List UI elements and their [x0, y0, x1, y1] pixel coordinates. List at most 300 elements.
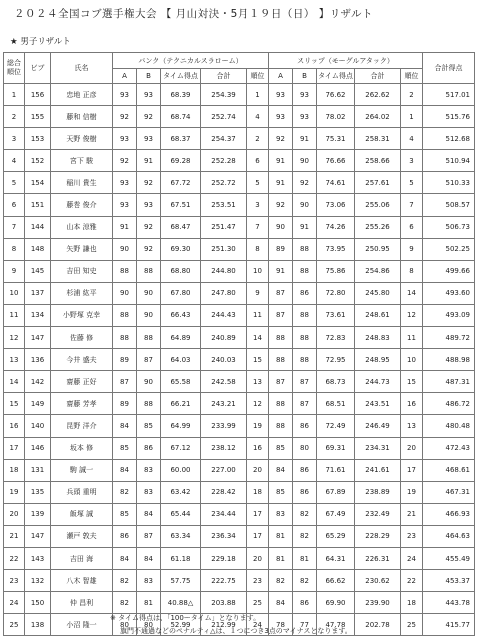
cell-slip-a: 87 [269, 371, 293, 393]
cell-grand-total: 415.77 [423, 614, 475, 636]
cell-bank-rank: 20 [247, 547, 269, 569]
table-row [4, 570, 475, 592]
cell-slip-rank: 11 [401, 327, 423, 349]
cell-slip-b: 88 [293, 238, 317, 260]
table-row [4, 150, 475, 172]
cell-name: 小野塚 克幸 [51, 304, 113, 326]
cell-slip-b: 90 [293, 150, 317, 172]
cell-overall-rank: 6 [4, 194, 25, 216]
cell-bib: 137 [25, 282, 51, 304]
cell-bank-a: 85 [113, 437, 137, 459]
cell-bank-rank: 2 [247, 128, 269, 150]
cell-slip-a: 78 [269, 614, 293, 636]
cell-slip-total: 238.89 [355, 481, 401, 503]
table-row [4, 525, 475, 547]
cell-name: 兵頭 重明 [51, 481, 113, 503]
header-slip-group: スリップ（モーグルアタック） [269, 53, 423, 69]
cell-grand-total: 486.72 [423, 393, 475, 415]
cell-overall-rank: 10 [4, 282, 25, 304]
table-row [4, 304, 475, 326]
cell-overall-rank: 3 [4, 128, 25, 150]
cell-slip-total: 258.66 [355, 150, 401, 172]
cell-name: 佐藤 修 [51, 327, 113, 349]
cell-slip-a: 91 [269, 172, 293, 194]
cell-slip-rank: 2 [401, 84, 423, 106]
cell-slip-rank: 13 [401, 415, 423, 437]
cell-bank-b: 84 [137, 503, 161, 525]
cell-bank-time: 68.80 [161, 260, 201, 282]
cell-slip-rank: 20 [401, 437, 423, 459]
cell-bib: 138 [25, 614, 51, 636]
cell-slip-b: 82 [293, 570, 317, 592]
cell-bank-total: 243.21 [201, 393, 247, 415]
cell-slip-rank: 25 [401, 614, 423, 636]
table-row [4, 106, 475, 128]
cell-bank-total: 233.99 [201, 415, 247, 437]
cell-slip-time: 47.78 [317, 614, 355, 636]
cell-name: 稲川 貴生 [51, 172, 113, 194]
cell-bank-rank: 18 [247, 481, 269, 503]
cell-bib: 132 [25, 570, 51, 592]
cell-name: 齋藤 正好 [51, 371, 113, 393]
cell-bib: 147 [25, 525, 51, 547]
cell-bank-total: 252.72 [201, 172, 247, 194]
cell-bank-b: 92 [137, 172, 161, 194]
cell-bib: 135 [25, 481, 51, 503]
cell-grand-total: 499.66 [423, 260, 475, 282]
cell-overall-rank: 21 [4, 525, 25, 547]
cell-bank-time: 67.80 [161, 282, 201, 304]
cell-name: 藤和 信樹 [51, 106, 113, 128]
cell-bib: 150 [25, 592, 51, 614]
cell-bank-total: 227.00 [201, 459, 247, 481]
cell-slip-time: 73.06 [317, 194, 355, 216]
table-row [4, 415, 475, 437]
cell-bank-a: 93 [113, 194, 137, 216]
cell-bank-b: 83 [137, 570, 161, 592]
cell-overall-rank: 22 [4, 547, 25, 569]
cell-slip-a: 88 [269, 349, 293, 371]
cell-name: 山本 涼雅 [51, 216, 113, 238]
cell-slip-time: 69.90 [317, 592, 355, 614]
cell-bank-time: 63.34 [161, 525, 201, 547]
cell-bank-b: 90 [137, 304, 161, 326]
cell-slip-b: 81 [293, 547, 317, 569]
cell-bank-rank: 12 [247, 393, 269, 415]
cell-slip-a: 88 [269, 327, 293, 349]
cell-bank-total: 240.03 [201, 349, 247, 371]
cell-overall-rank: 9 [4, 260, 25, 282]
table-row [4, 327, 475, 349]
cell-bank-b: 83 [137, 459, 161, 481]
footnote-penalty: 旗門不通過などのペナルティ△は、１つにつき3点のマイナスとなります。 [120, 627, 352, 635]
cell-bank-a: 90 [113, 238, 137, 260]
cell-overall-rank: 2 [4, 106, 25, 128]
cell-bank-total: 247.80 [201, 282, 247, 304]
cell-bank-total: 238.12 [201, 437, 247, 459]
cell-slip-total: 230.62 [355, 570, 401, 592]
header-bank-a: A [113, 69, 137, 84]
cell-bank-total: 244.80 [201, 260, 247, 282]
section-title: ★ 男子リザルト [10, 37, 71, 47]
cell-slip-a: 88 [269, 393, 293, 415]
cell-slip-b: 88 [293, 349, 317, 371]
cell-slip-rank: 19 [401, 481, 423, 503]
cell-slip-total: 244.73 [355, 371, 401, 393]
cell-slip-time: 64.31 [317, 547, 355, 569]
header-bank-group: バンク（テクニカルスラローム） [113, 53, 269, 69]
cell-grand-total: 510.94 [423, 150, 475, 172]
cell-name: 八木 智雄 [51, 570, 113, 592]
cell-slip-a: 91 [269, 150, 293, 172]
cell-slip-a: 85 [269, 437, 293, 459]
cell-slip-total: 226.31 [355, 547, 401, 569]
cell-name: 坂本 修 [51, 437, 113, 459]
cell-bank-a: 86 [113, 525, 137, 547]
cell-name: 宮下 駿 [51, 150, 113, 172]
cell-bib: 153 [25, 128, 51, 150]
cell-bank-a: 82 [113, 481, 137, 503]
cell-bank-time: 67.12 [161, 437, 201, 459]
cell-bank-rank: 15 [247, 349, 269, 371]
cell-slip-time: 72.49 [317, 415, 355, 437]
table-row [4, 459, 475, 481]
cell-slip-total: 254.86 [355, 260, 401, 282]
table-row [4, 349, 475, 371]
cell-grand-total: 443.78 [423, 592, 475, 614]
cell-bank-rank: 9 [247, 282, 269, 304]
cell-bank-b: 90 [137, 371, 161, 393]
cell-bank-b: 80 [137, 614, 161, 636]
cell-bib: 142 [25, 371, 51, 393]
cell-bank-a: 88 [113, 304, 137, 326]
results-body [4, 84, 475, 636]
cell-bank-total: 203.88 [201, 592, 247, 614]
cell-overall-rank: 7 [4, 216, 25, 238]
cell-bank-total: 251.30 [201, 238, 247, 260]
cell-slip-total: 246.49 [355, 415, 401, 437]
footnotes [110, 612, 352, 638]
cell-bank-b: 88 [137, 393, 161, 415]
cell-name: 瀬戸 敦夫 [51, 525, 113, 547]
cell-bank-rank: 20 [247, 459, 269, 481]
cell-bank-time: 65.58 [161, 371, 201, 393]
cell-bank-a: 88 [113, 327, 137, 349]
cell-slip-total: 241.61 [355, 459, 401, 481]
cell-slip-total: 264.02 [355, 106, 401, 128]
cell-slip-rank: 9 [401, 238, 423, 260]
cell-grand-total: 488.98 [423, 349, 475, 371]
cell-grand-total: 464.63 [423, 525, 475, 547]
cell-bank-b: 93 [137, 194, 161, 216]
cell-bank-total: 222.75 [201, 570, 247, 592]
cell-overall-rank: 14 [4, 371, 25, 393]
header-slip-rank: 順位 [401, 69, 423, 84]
cell-bank-b: 84 [137, 547, 161, 569]
cell-grand-total: 517.01 [423, 84, 475, 106]
cell-bank-total: 212.99 [201, 614, 247, 636]
cell-bib: 146 [25, 437, 51, 459]
cell-name: 忠地 正彦 [51, 84, 113, 106]
cell-slip-a: 92 [269, 128, 293, 150]
cell-bank-time: 52.99 [161, 614, 201, 636]
cell-slip-time: 68.73 [317, 371, 355, 393]
header-slip-time: タイム得点 [317, 69, 355, 84]
cell-slip-time: 75.86 [317, 260, 355, 282]
cell-slip-a: 93 [269, 106, 293, 128]
table-row [4, 393, 475, 415]
cell-slip-rank: 21 [401, 503, 423, 525]
cell-name: 齋藤 芳孝 [51, 393, 113, 415]
cell-bib: 145 [25, 260, 51, 282]
header-bank-b: B [137, 69, 161, 84]
cell-bank-total: 228.42 [201, 481, 247, 503]
cell-slip-b: 88 [293, 327, 317, 349]
cell-slip-time: 73.61 [317, 304, 355, 326]
cell-bank-b: 81 [137, 592, 161, 614]
cell-bank-b: 93 [137, 128, 161, 150]
cell-slip-a: 85 [269, 481, 293, 503]
cell-bank-time: 66.43 [161, 304, 201, 326]
cell-bank-rank: 10 [247, 260, 269, 282]
cell-bank-total: 244.43 [201, 304, 247, 326]
cell-slip-rank: 5 [401, 172, 423, 194]
cell-bank-b: 87 [137, 525, 161, 547]
cell-slip-total: 255.06 [355, 194, 401, 216]
cell-bank-a: 93 [113, 172, 137, 194]
cell-bib: 155 [25, 106, 51, 128]
cell-bank-time: 64.99 [161, 415, 201, 437]
cell-slip-total: 239.90 [355, 592, 401, 614]
cell-name: 藤巻 俊介 [51, 194, 113, 216]
table-row [4, 260, 475, 282]
cell-bank-time: 60.00 [161, 459, 201, 481]
cell-slip-rank: 10 [401, 349, 423, 371]
cell-slip-rank: 24 [401, 547, 423, 569]
cell-bank-b: 90 [137, 282, 161, 304]
cell-bank-rank: 16 [247, 437, 269, 459]
results-table [3, 52, 475, 636]
cell-slip-time: 66.62 [317, 570, 355, 592]
cell-overall-rank: 20 [4, 503, 25, 525]
cell-slip-time: 72.83 [317, 327, 355, 349]
cell-name: 今井 盛夫 [51, 349, 113, 371]
cell-bank-time: 64.89 [161, 327, 201, 349]
table-row [4, 172, 475, 194]
cell-slip-rank: 22 [401, 570, 423, 592]
cell-bank-b: 92 [137, 238, 161, 260]
table-row [4, 84, 475, 106]
cell-grand-total: 512.68 [423, 128, 475, 150]
cell-bank-b: 91 [137, 150, 161, 172]
cell-slip-b: 86 [293, 282, 317, 304]
cell-slip-rank: 6 [401, 216, 423, 238]
header-slip-b: B [293, 69, 317, 84]
cell-slip-a: 83 [269, 503, 293, 525]
cell-bank-rank: 6 [247, 150, 269, 172]
cell-slip-total: 202.78 [355, 614, 401, 636]
cell-name: 仲 昌利 [51, 592, 113, 614]
table-row [4, 282, 475, 304]
cell-bank-total: 254.37 [201, 128, 247, 150]
cell-bank-rank: 13 [247, 371, 269, 393]
cell-bank-a: 92 [113, 150, 137, 172]
cell-bank-a: 87 [113, 371, 137, 393]
cell-bank-time: 66.21 [161, 393, 201, 415]
cell-bib: 151 [25, 194, 51, 216]
cell-bib: 143 [25, 547, 51, 569]
cell-bank-a: 89 [113, 349, 137, 371]
cell-bank-time: 69.28 [161, 150, 201, 172]
cell-bib: 149 [25, 393, 51, 415]
cell-slip-a: 84 [269, 592, 293, 614]
cell-overall-rank: 13 [4, 349, 25, 371]
cell-slip-total: 250.95 [355, 238, 401, 260]
cell-slip-b: 82 [293, 525, 317, 547]
cell-slip-time: 76.62 [317, 84, 355, 106]
cell-slip-total: 243.51 [355, 393, 401, 415]
cell-name: 吉田 海 [51, 547, 113, 569]
cell-slip-a: 84 [269, 459, 293, 481]
cell-overall-rank: 25 [4, 614, 25, 636]
cell-bank-a: 90 [113, 282, 137, 304]
cell-bank-a: 93 [113, 128, 137, 150]
cell-bank-time: 64.03 [161, 349, 201, 371]
cell-grand-total: 466.93 [423, 503, 475, 525]
cell-slip-rank: 1 [401, 106, 423, 128]
cell-grand-total: 468.61 [423, 459, 475, 481]
cell-name: 昆野 洋介 [51, 415, 113, 437]
cell-slip-total: 245.80 [355, 282, 401, 304]
cell-bank-a: 92 [113, 106, 137, 128]
cell-bank-a: 84 [113, 459, 137, 481]
table-row [4, 547, 475, 569]
cell-bank-rank: 23 [247, 570, 269, 592]
cell-bank-total: 234.44 [201, 503, 247, 525]
cell-slip-b: 87 [293, 371, 317, 393]
cell-overall-rank: 16 [4, 415, 25, 437]
cell-overall-rank: 15 [4, 393, 25, 415]
cell-slip-rank: 16 [401, 393, 423, 415]
cell-slip-a: 93 [269, 84, 293, 106]
table-row [4, 437, 475, 459]
cell-bib: 140 [25, 415, 51, 437]
cell-slip-total: 232.49 [355, 503, 401, 525]
cell-slip-b: 82 [293, 503, 317, 525]
cell-grand-total: 480.48 [423, 415, 475, 437]
cell-bank-rank: 25 [247, 592, 269, 614]
cell-grand-total: 453.37 [423, 570, 475, 592]
cell-name: 飯塚 誠 [51, 503, 113, 525]
cell-slip-b: 87 [293, 393, 317, 415]
cell-bank-rank: 14 [247, 327, 269, 349]
cell-grand-total: 493.09 [423, 304, 475, 326]
table-row [4, 128, 475, 150]
header-bank-rank: 順位 [247, 69, 269, 84]
cell-grand-total: 508.57 [423, 194, 475, 216]
cell-slip-rank: 18 [401, 592, 423, 614]
cell-grand-total: 489.72 [423, 327, 475, 349]
cell-bank-b: 88 [137, 327, 161, 349]
cell-bank-total: 242.58 [201, 371, 247, 393]
cell-slip-total: 248.61 [355, 304, 401, 326]
cell-slip-a: 91 [269, 260, 293, 282]
header-bank-time: タイム得点 [161, 69, 201, 84]
cell-grand-total: 506.73 [423, 216, 475, 238]
cell-bank-a: 84 [113, 415, 137, 437]
cell-name: 小沼 隆一 [51, 614, 113, 636]
cell-bank-time: 68.47 [161, 216, 201, 238]
cell-bib: 152 [25, 150, 51, 172]
cell-bank-a: 85 [113, 503, 137, 525]
cell-grand-total: 467.31 [423, 481, 475, 503]
cell-bank-total: 236.34 [201, 525, 247, 547]
cell-slip-b: 77 [293, 614, 317, 636]
cell-bank-b: 92 [137, 106, 161, 128]
table-row [4, 194, 475, 216]
cell-bank-a: 91 [113, 216, 137, 238]
cell-slip-b: 91 [293, 128, 317, 150]
cell-bank-b: 85 [137, 415, 161, 437]
cell-slip-total: 262.62 [355, 84, 401, 106]
cell-bank-b: 83 [137, 481, 161, 503]
cell-slip-b: 93 [293, 106, 317, 128]
cell-slip-rank: 12 [401, 304, 423, 326]
cell-overall-rank: 18 [4, 459, 25, 481]
cell-bank-b: 86 [137, 437, 161, 459]
cell-bib: 136 [25, 349, 51, 371]
cell-slip-time: 74.61 [317, 172, 355, 194]
cell-bank-rank: 3 [247, 194, 269, 216]
cell-slip-rank: 14 [401, 282, 423, 304]
cell-name: 駒 誠一 [51, 459, 113, 481]
cell-overall-rank: 5 [4, 172, 25, 194]
cell-slip-time: 65.29 [317, 525, 355, 547]
cell-slip-total: 255.26 [355, 216, 401, 238]
table-row [4, 216, 475, 238]
footnote-time: ※ タイム得点は、「100ータイム」となります。 [110, 614, 261, 622]
cell-bank-total: 253.51 [201, 194, 247, 216]
cell-bank-b: 92 [137, 216, 161, 238]
cell-slip-time: 73.95 [317, 238, 355, 260]
cell-overall-rank: 4 [4, 150, 25, 172]
cell-slip-time: 72.80 [317, 282, 355, 304]
cell-slip-b: 91 [293, 216, 317, 238]
cell-slip-rank: 7 [401, 194, 423, 216]
cell-slip-a: 82 [269, 570, 293, 592]
header-grand-total: 合計得点 [423, 53, 475, 84]
cell-slip-b: 80 [293, 437, 317, 459]
cell-slip-b: 86 [293, 459, 317, 481]
table-row [4, 503, 475, 525]
table-row [4, 592, 475, 614]
cell-slip-total: 228.29 [355, 525, 401, 547]
cell-overall-rank: 17 [4, 437, 25, 459]
cell-slip-a: 81 [269, 525, 293, 547]
cell-grand-total: 472.43 [423, 437, 475, 459]
cell-slip-b: 86 [293, 592, 317, 614]
cell-bank-rank: 24 [247, 614, 269, 636]
cell-bank-time: 67.72 [161, 172, 201, 194]
table-row [4, 371, 475, 393]
cell-slip-time: 75.31 [317, 128, 355, 150]
cell-bank-a: 80 [113, 614, 137, 636]
cell-bank-rank: 17 [247, 525, 269, 547]
cell-bank-rank: 4 [247, 106, 269, 128]
cell-bank-rank: 11 [247, 304, 269, 326]
cell-bib: 148 [25, 238, 51, 260]
cell-slip-total: 258.31 [355, 128, 401, 150]
